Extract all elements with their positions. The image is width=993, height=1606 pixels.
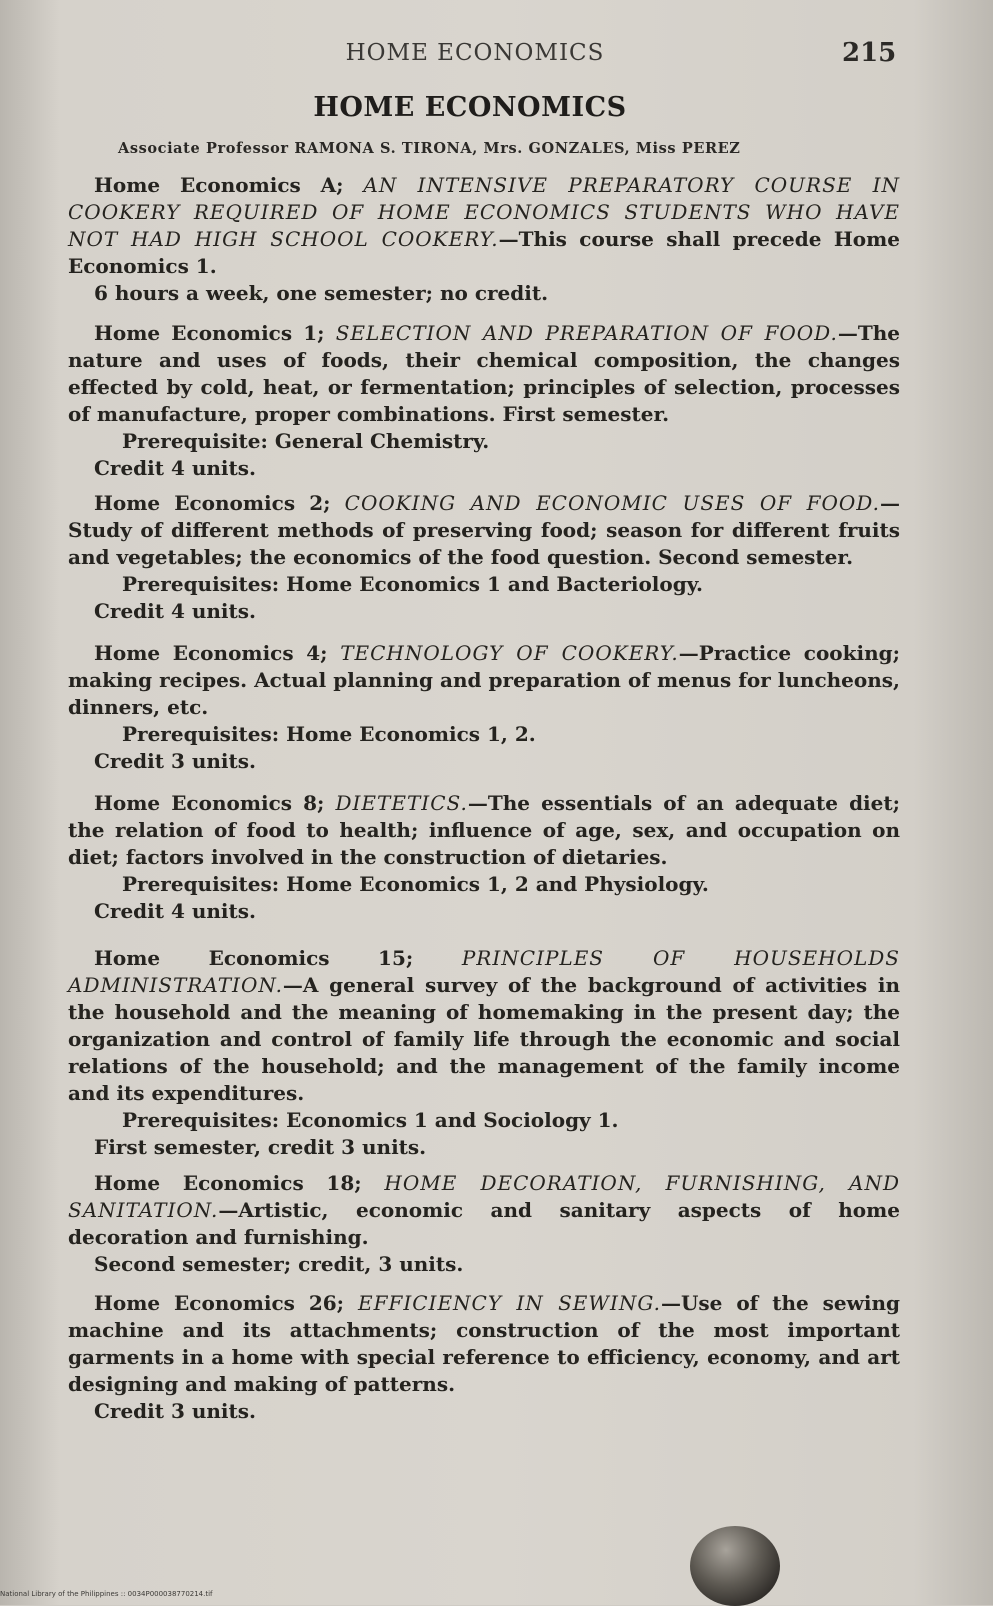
course-description — [68, 1290, 900, 1398]
course-credit: Credit 4 units. — [94, 899, 256, 923]
course-title: SELECTION AND PREPARATION OF FOOD. — [335, 321, 838, 345]
course-text: —A general survey of the background of activities in the household and the meaning of homemaking in the present day; the organization and control of family life through the economic and social relations of the household; and the management of the family income and its expenditures. — [68, 973, 900, 1105]
course-home-economics-a — [68, 172, 900, 307]
course-code: Home Economics A; — [94, 173, 344, 197]
course-code: Home Economics 4; — [94, 641, 328, 665]
course-text: —The essentials of an adequate diet; the relation of food to health; influence of age, sex, and occupation on diet; factors involved in the construction of dietaries. — [68, 791, 900, 869]
scan-stamp: National Library of the Philippines :: 0034P000038770214.tif — [0, 1590, 213, 1598]
course-code: Home Economics 26; — [94, 1291, 345, 1315]
course-home-economics-1 — [68, 320, 900, 482]
course-description — [68, 1170, 900, 1251]
course-description — [68, 320, 900, 428]
section-title: HOME ECONOMICS — [313, 92, 627, 123]
course-text: —Study of different methods of preserving food; season for different fruits and vegetables; the economics of the food question. Second semester. — [68, 491, 900, 569]
course-home-economics-2 — [68, 490, 900, 625]
course-title: COOKING AND ECONOMIC USES OF FOOD. — [344, 491, 880, 515]
course-title: HOME DECORATION, FURNISHING, AND SANITATION. — [68, 1171, 901, 1222]
page-number: 215 — [842, 38, 897, 68]
course-code: Home Economics 2; — [94, 491, 331, 515]
course-text: —Use of the sewing machine and its attachments; construction of the most important garments in a home with special reference to efficiency, economy, and art designing and making of patterns. — [68, 1291, 900, 1396]
course-description — [68, 945, 900, 1107]
course-prerequisite: Prerequisites: Home Economics 1, 2. — [122, 722, 536, 746]
course-text: —The nature and uses of foods, their chemical composition, the changes effected by cold, heat, or fermentation; principles of selection, processes of manufacture, proper combinations. First semester. — [68, 321, 900, 426]
faculty-line: Associate Professor RAMONA S. TIRONA, Mrs. GONZALES, Miss PEREZ — [118, 140, 741, 157]
course-home-economics-15 — [68, 945, 900, 1161]
course-credit: Credit 4 units. — [94, 456, 256, 480]
course-credit: Credit 4 units. — [94, 599, 256, 623]
course-text: —This course shall precede Home Economics 1. — [68, 227, 900, 278]
course-title: DIETETICS. — [335, 791, 468, 815]
course-code: Home Economics 1; — [94, 321, 325, 345]
course-title: EFFICIENCY IN SEWING. — [357, 1291, 661, 1315]
course-code: Home Economics 18; — [94, 1171, 362, 1195]
course-code: Home Economics 15; — [94, 946, 414, 970]
thumb-shadow — [690, 1526, 780, 1606]
course-text: —Practice cooking; making recipes. Actual planning and preparation of menus for luncheons, dinners, etc. — [68, 641, 900, 719]
course-credit: Credit 3 units. — [94, 1399, 256, 1423]
course-title: AN INTENSIVE PREPARATORY COURSE IN COOKERY REQUIRED OF HOME ECONOMICS STUDENTS WHO HAVE NOT HAD HIGH SCHOOL COOKERY. — [68, 173, 900, 251]
course-prerequisite: Prerequisites: Economics 1 and Sociology 1. — [122, 1108, 619, 1132]
course-description — [68, 172, 900, 280]
course-home-economics-26 — [68, 1290, 900, 1425]
course-home-economics-4 — [68, 640, 900, 775]
course-home-economics-8 — [68, 790, 900, 925]
course-prerequisite: Prerequisite: General Chemistry. — [122, 429, 490, 453]
course-credit: Credit 3 units. — [94, 749, 256, 773]
course-description — [68, 640, 900, 721]
course-description — [68, 490, 900, 571]
course-home-economics-18 — [68, 1170, 900, 1278]
running-head: HOME ECONOMICS — [345, 40, 605, 66]
course-credit: Second semester; credit, 3 units. — [94, 1252, 464, 1276]
course-description — [68, 790, 900, 871]
course-text: —Artistic, economic and sanitary aspects of home decoration and furnishing. — [68, 1198, 900, 1249]
course-code: Home Economics 8; — [94, 791, 325, 815]
course-credit: First semester, credit 3 units. — [94, 1135, 427, 1159]
course-title: PRINCIPLES OF HOUSEHOLDS ADMINISTRATION. — [68, 946, 901, 997]
course-prerequisite: Prerequisites: Home Economics 1, 2 and Physiology. — [122, 872, 709, 896]
course-title: TECHNOLOGY OF COOKERY. — [340, 641, 679, 665]
course-credit: 6 hours a week, one semester; no credit. — [94, 281, 549, 305]
course-prerequisite: Prerequisites: Home Economics 1 and Bacteriology. — [122, 572, 704, 596]
